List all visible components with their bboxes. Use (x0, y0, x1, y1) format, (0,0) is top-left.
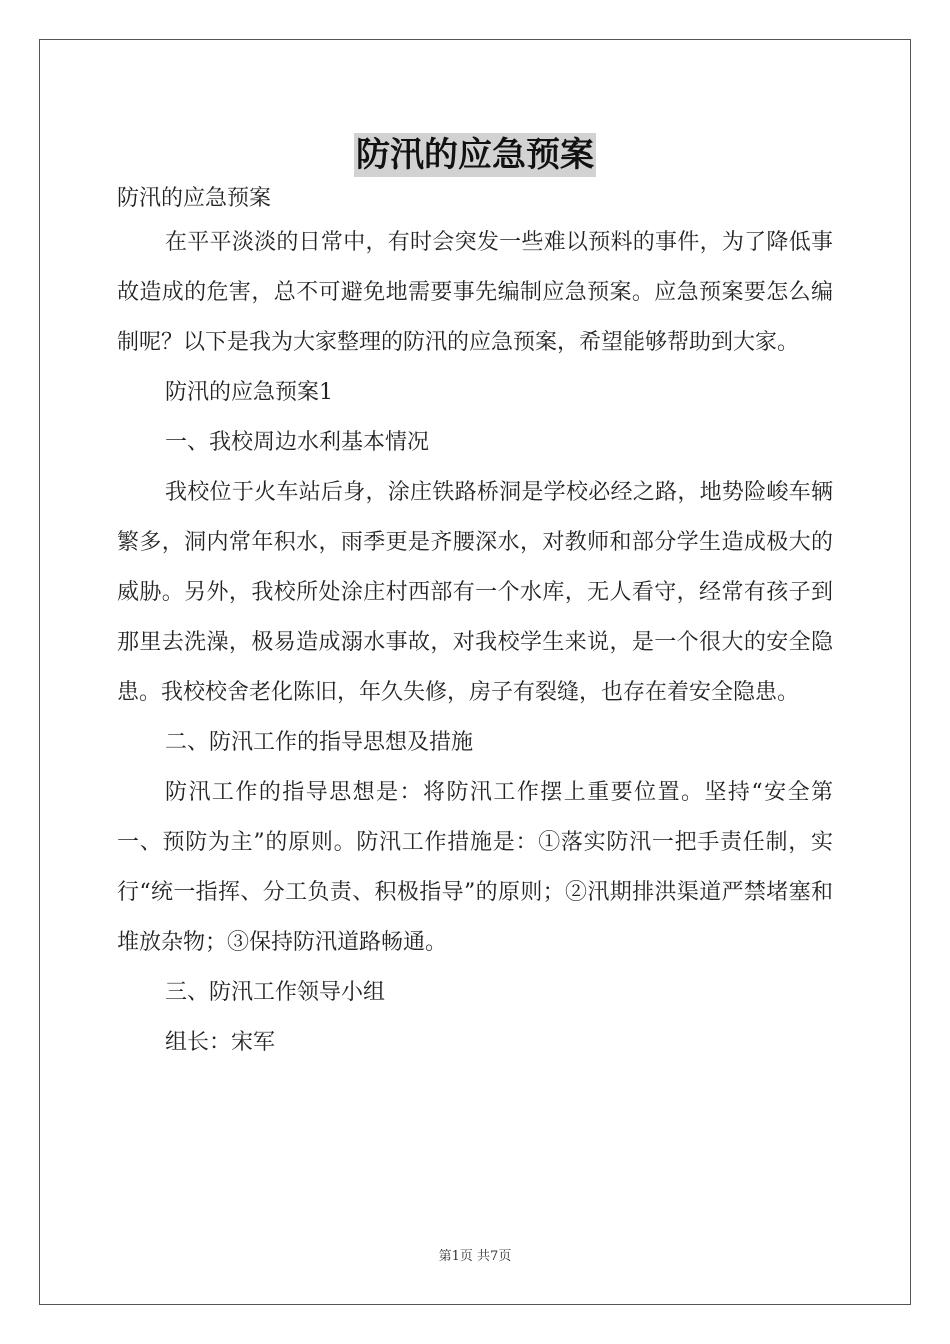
paragraph-guidelines: 防汛工作的指导思想是：将防汛工作摆上重要位置。坚持“安全第一、预防为主”的原则。防汛工作措施是：①落实防汛一把手责任制，实行“统一指挥、分工负责、积极指导”的原则；②汛期排洪渠道严禁堵塞和堆放杂物；③保持防汛道路畅通。 (117, 780, 833, 955)
section-heading-3: 三、防汛工作领导小组 (165, 980, 386, 1005)
document-title-wrap (0, 127, 950, 176)
page-footer: 第1页 共7页 (438, 1249, 512, 1264)
section-heading-1: 一、我校周边水利基本情况 (165, 430, 430, 455)
paragraph-leader: 组长：宋军 (165, 1030, 276, 1055)
section-heading-plan-1: 防汛的应急预案1 (165, 380, 333, 405)
document-subtitle: 防汛的应急预案 (117, 186, 272, 211)
section-heading-2: 二、防汛工作的指导思想及措施 (165, 730, 474, 755)
document-body (117, 180, 833, 1068)
document-title: 防汛的应急预案 (356, 135, 594, 175)
paragraph-situation: 我校位于火车站后身，涂庄铁路桥洞是学校必经之路，地势险峻车辆繁多，洞内常年积水，雨季更是齐腰深水，对教师和部分学生造成极大的威胁。另外，我校所处涂庄村西部有一个水库，无人看守，经常有孩子到那里去洗澡，极易造成溺水事故，对我校学生来说，是一个很大的安全隐患。我校校舍老化陈旧，年久失修，房子有裂缝，也存在着安全隐患。 (117, 480, 833, 705)
paragraph-intro: 在平平淡淡的日常中，有时会突发一些难以预料的事件，为了降低事故造成的危害，总不可避免地需要事先编制应急预案。应急预案要怎么编制呢？以下是我为大家整理的防汛的应急预案，希望能够帮助到大家。 (117, 230, 833, 355)
